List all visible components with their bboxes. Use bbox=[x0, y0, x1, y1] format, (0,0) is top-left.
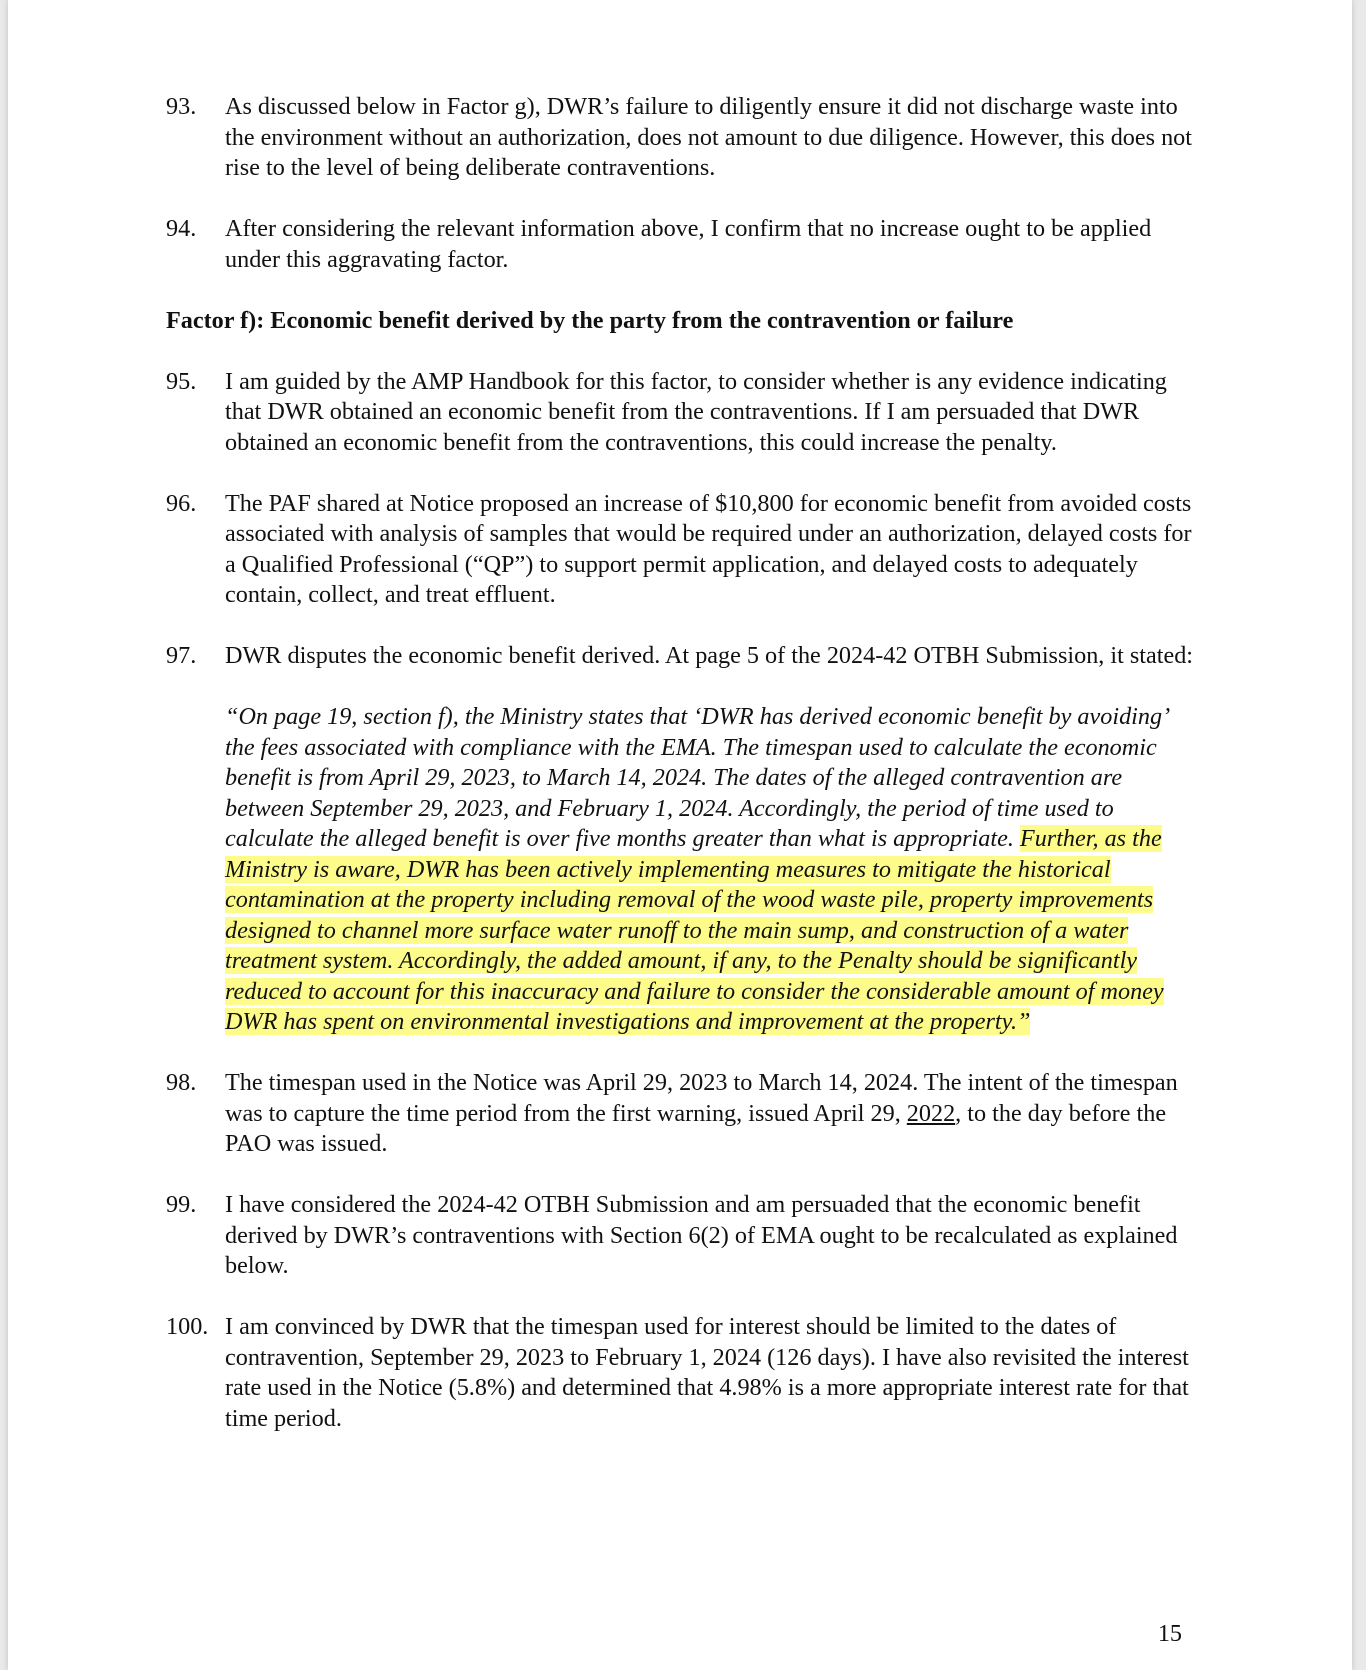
paragraph-98 bbox=[166, 1068, 1202, 1160]
paragraph-text: DWR disputes the economic benefit derived. At page 5 of the 2024-42 OTBH Submission, it stated: bbox=[225, 642, 1194, 669]
paragraph-number: 99. bbox=[166, 1191, 197, 1218]
document-body bbox=[166, 92, 1202, 1465]
page-number: 15 bbox=[1157, 1620, 1182, 1647]
paragraph-number: 95. bbox=[166, 367, 197, 395]
paragraph-text: I am guided by the AMP Handbook for this factor, to consider whether is any evidence indicating that DWR obtained an economic benefit from the contraventions. If I am persuaded that DWR obtained an economic benefit from the contraventions, this could increase the penalty. bbox=[225, 367, 1167, 456]
paragraph-number: 93. bbox=[166, 93, 197, 120]
paragraph-text: As discussed below in Factor g), DWR’s failure to diligently ensure it did not discharge waste into the environment without an authorization, does not amount to due diligence. However, this does not rise to the level of being deliberate contraventions. bbox=[225, 93, 1192, 181]
paragraph-text: After considering the relevant information above, I confirm that no increase ought to be applied under this aggravating factor. bbox=[225, 215, 1152, 273]
section-heading-factor-f: Factor f): Economic benefit derived by the party from the contravention or failure bbox=[166, 306, 1014, 334]
highlighted-quote-text: Further, as the Ministry is aware, DWR has been actively implementing measures to mitigate the historical contamination at the property including removal of the wood waste pile, property improvements designed to channel more surface water runoff to the main sump, and construction of a water treatment system. Accordingly, the added amount, if any, to the Penalty should be significantly reduced to account for this inaccuracy and failure to consider the considerable amount of money DWR has spent on environmental investigations and improvement at the property.” bbox=[225, 825, 1164, 1035]
block-quote bbox=[225, 702, 1202, 1038]
paragraph-text-part: , to the day before the PAO was issued. bbox=[225, 1099, 1167, 1157]
paragraph-text bbox=[225, 1068, 1202, 1160]
paragraph-95 bbox=[166, 367, 1202, 459]
underlined-year: 2022 bbox=[906, 1099, 956, 1127]
paragraph-99 bbox=[166, 1190, 1202, 1282]
paragraph-text: I have considered the 2024-42 OTBH Submission and am persuaded that the economic benefit derived by DWR’s contraventions with Section 6(2) of EMA ought to be recalculated as explained below. bbox=[225, 1191, 1178, 1279]
paragraph-text-part: The timespan used in the Notice was April 29, 2023 to March 14, 2024. The intent of the timespan was to capture the time period from the first warning, issued April 29, bbox=[225, 1069, 1178, 1127]
document-page bbox=[8, 0, 1352, 1670]
paragraph-number: 96. bbox=[166, 489, 197, 517]
paragraph-number: 97. bbox=[166, 642, 197, 669]
quote-text: “On page 19, section f), the Ministry states that ‘DWR has derived economic benefit by avoiding’ the fees associated with compliance with the EMA. The timespan used to calculate the economic benefit is from April 29, 2023, to March 14, 2024. The dates of the alleged contravention are between September 29, 2023, and February 1, 2024. Accordingly, the period of time used to calculate the alleged benefit is over five months greater than what is appropriate. bbox=[225, 703, 1168, 852]
paragraph-94 bbox=[166, 214, 1202, 275]
paragraph-number: 98. bbox=[166, 1069, 197, 1096]
paragraph-97 bbox=[166, 641, 1202, 672]
paragraph-100 bbox=[166, 1312, 1202, 1434]
paragraph-96 bbox=[166, 489, 1202, 611]
paragraph-number: 100. bbox=[166, 1313, 209, 1340]
paragraph-text: The PAF shared at Notice proposed an increase of $10,800 for economic benefit from avoided costs associated with analysis of samples that would be required under an authorization, delayed costs for a Qualified Professional (“QP”) to support permit application, and delayed costs to adequately contain, collect, and treat effluent. bbox=[225, 489, 1192, 608]
paragraph-text: I am convinced by DWR that the timespan used for interest should be limited to the dates of contravention, September 29, 2023 to February 1, 2024 (126 days). I have also revisited the interest rate used in the Notice (5.8%) and determined that 4.98% is a more appropriate interest rate for that time period. bbox=[225, 1313, 1189, 1432]
paragraph-number: 94. bbox=[166, 215, 197, 242]
paragraph-93 bbox=[166, 92, 1202, 184]
